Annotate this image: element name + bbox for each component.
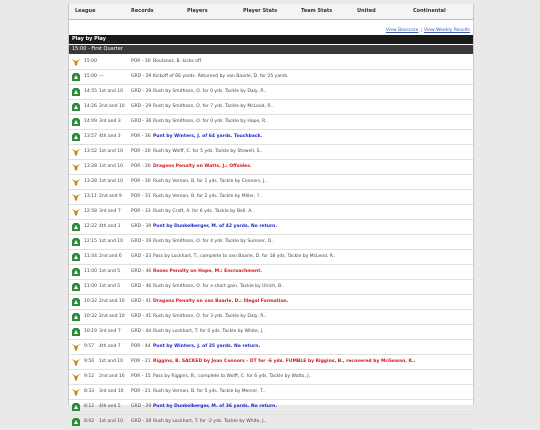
dragon-team-logo-icon	[71, 222, 81, 232]
dragon-team-logo-icon	[71, 402, 81, 412]
play-field-position: GRD - 19	[131, 239, 152, 244]
play-time: 13:11	[84, 194, 97, 199]
play-field-position: GRD - 44	[131, 329, 152, 334]
dragon-team-logo-icon	[71, 327, 81, 337]
dragon-team-logo-icon	[71, 237, 81, 247]
play-row	[69, 175, 473, 190]
nav-player-stats[interactable]: Player Stats	[243, 8, 278, 14]
play-field-position: GRD - 36	[131, 119, 152, 124]
play-time: 14:09	[84, 119, 97, 124]
view-boxscore-link[interactable]: View Boxscore	[385, 28, 419, 33]
quarter-header: 15:00 - First Quarter	[69, 45, 473, 54]
play-time: 8:02	[84, 419, 95, 424]
play-time: 14:26	[84, 104, 97, 109]
top-nav	[69, 4, 473, 20]
play-field-position: GRD - 39	[131, 224, 152, 229]
play-down-distance: 2nd and 9	[99, 194, 122, 199]
play-row	[69, 370, 473, 385]
play-description: Rush by Smithson, O. for 0 yds. Tackle by Hope, R..	[153, 119, 268, 124]
play-row	[69, 355, 473, 370]
play-row	[69, 130, 473, 145]
dragon-team-logo-icon	[71, 267, 81, 277]
play-field-position: GRD - 46	[131, 284, 152, 289]
play-description: Kickoff of 66 yards. Returned by van Baarle, D. for 25 yards.	[153, 74, 289, 79]
dragon-team-logo-icon	[71, 282, 81, 292]
play-row	[69, 265, 473, 280]
nav-continental[interactable]: Continental	[413, 8, 446, 14]
play-time: 11:00	[84, 269, 97, 274]
play-field-position: POR - 44	[131, 344, 151, 349]
play-row	[69, 340, 473, 355]
dragon-team-logo-icon	[71, 297, 81, 307]
play-time: 8:33	[84, 389, 95, 394]
play-description: Roses Penalty on Hope, M.: Encroachment.	[153, 269, 263, 274]
play-row	[69, 280, 473, 295]
play-description: Boulanez, B. kicks off.	[153, 59, 203, 64]
dragon-team-logo-icon	[71, 87, 81, 97]
longhorn-team-logo-icon	[71, 372, 81, 382]
play-time: 15:00	[84, 74, 97, 79]
dragon-team-logo-icon	[71, 72, 81, 82]
play-row	[69, 295, 473, 310]
play-time: 13:52	[84, 149, 97, 154]
play-description: Rush by Lockhart, T. for 0 yds. Tackle by White, J..	[153, 329, 265, 334]
play-down-distance: 1st and 10	[99, 419, 124, 424]
dragon-team-logo-icon	[71, 252, 81, 262]
play-description: Rush by Vernon, B. for 5 yds. Tackle by Mercer, T..	[153, 389, 266, 394]
play-field-position: POR - 20	[131, 149, 151, 154]
play-down-distance: 1st and 10	[99, 359, 124, 364]
longhorn-team-logo-icon	[71, 357, 81, 367]
play-time: 14:55	[84, 89, 97, 94]
play-description: Riggins, B. SACKED by Joan Connors - DT for -6 yds. FUMBLE by Riggins, B., recovered by McGowan, K..	[153, 359, 416, 364]
play-down-distance: 3rd and 7	[99, 209, 121, 214]
play-field-position: POR - 33	[131, 209, 151, 214]
play-time: 13:28	[84, 179, 97, 184]
play-field-position: GRD - 46	[131, 269, 152, 274]
longhorn-team-logo-icon	[71, 207, 81, 217]
nav-team-stats[interactable]: Team Stats	[301, 8, 333, 14]
play-description: Punt by Winters, J. of 35 yards. No return.	[153, 344, 261, 349]
play-time: 9:57	[84, 344, 95, 349]
play-description: Rush by Craft, A. for 6 yds. Tackle by Bell, A..	[153, 209, 255, 214]
play-down-distance: 3rd and 3	[99, 119, 121, 124]
play-time: 11:00	[84, 284, 97, 289]
longhorn-team-logo-icon	[71, 387, 81, 397]
play-description: Punt by Winters, J. of 64 yards. Touchback.	[153, 134, 263, 139]
play-description: Rush by Lockhart, T. for -2 yds. Tackle by White, J..	[153, 419, 267, 424]
nav-league[interactable]: League	[75, 8, 96, 14]
nav-players[interactable]: Players	[187, 8, 208, 14]
play-time: 12:15	[84, 239, 97, 244]
play-field-position: GRD - 29	[131, 404, 152, 409]
play-down-distance: ---	[99, 74, 104, 79]
play-field-position: POR - 36	[131, 134, 151, 139]
play-down-distance: 3rd and 10	[99, 389, 124, 394]
play-description: Punt by Dunkelberger, M. of 36 yards. No return.	[153, 404, 278, 409]
dragon-team-logo-icon	[71, 132, 81, 142]
play-down-distance: 1st and 10	[99, 239, 124, 244]
play-row	[69, 55, 473, 70]
play-field-position: POR - 31	[131, 194, 151, 199]
longhorn-team-logo-icon	[71, 177, 81, 187]
play-description: Punt by Dunkelberger, M. of 42 yards. No return.	[153, 224, 278, 229]
play-row	[69, 145, 473, 160]
view-weekly-results-link[interactable]: View Weekly Results	[423, 28, 470, 33]
play-row	[69, 310, 473, 325]
play-down-distance: 1st and 5	[99, 269, 121, 274]
play-row	[69, 160, 473, 175]
dragon-team-logo-icon	[71, 102, 81, 112]
play-description: Dragons Penalty on van Baarle, D.: Illegal Formation.	[153, 299, 289, 304]
view-links	[386, 28, 470, 33]
play-row	[69, 415, 473, 430]
play-time: 12:22	[84, 224, 97, 229]
play-field-position: POR - 30	[131, 59, 151, 64]
play-description: Rush by Vernon, B. for 1 yds. Tackle by Connors, J..	[153, 179, 268, 184]
play-row	[69, 205, 473, 220]
play-down-distance: 1st and 10	[99, 179, 124, 184]
play-description: Pass by Lockhart, T., complete to van Baarle, D. for 18 yds. Tackle by McLeod, R..	[153, 254, 336, 259]
play-time: 13:28	[84, 164, 97, 169]
play-field-position: GRD - 28	[131, 419, 152, 424]
play-description: Pass by Riggins, B., complete to Wolff, C. for 6 yds. Tackle by Watts, J..	[153, 374, 312, 379]
link-separator: |	[420, 28, 422, 33]
play-by-play-header: Play by Play	[69, 35, 473, 44]
play-time: 9:50	[84, 359, 95, 364]
play-down-distance: 1st and 10	[99, 89, 124, 94]
play-row	[69, 400, 473, 415]
dragon-team-logo-icon	[71, 417, 81, 427]
nav-united[interactable]: United	[357, 8, 376, 14]
play-down-distance: 4th and 7	[99, 344, 121, 349]
play-field-position: GRD - 29	[131, 89, 152, 94]
play-field-position: GRD - 23	[131, 254, 152, 259]
play-down-distance: 1st and 10	[99, 149, 124, 154]
play-time: 9:12	[84, 374, 95, 379]
play-time: 10:32	[84, 314, 97, 319]
play-down-distance: 2nd and 16	[99, 374, 125, 379]
longhorn-team-logo-icon	[71, 57, 81, 67]
play-field-position: GRD - 41	[131, 314, 152, 319]
play-time: 11:44	[84, 254, 97, 259]
play-field-position: POR - 21	[131, 389, 151, 394]
play-field-position: POR - 30	[131, 179, 151, 184]
play-time: 8:12	[84, 404, 95, 409]
play-down-distance: 3rd and 7	[99, 329, 121, 334]
play-field-position: POR - 21	[131, 359, 151, 364]
nav-records[interactable]: Records	[131, 8, 154, 14]
play-description: Rush by Smithson, O. for 0 yds. Tackle by Daly, R..	[153, 89, 267, 94]
play-row	[69, 115, 473, 130]
longhorn-team-logo-icon	[71, 147, 81, 157]
play-field-position: POR - 30	[131, 164, 151, 169]
play-description: Rush by Smithson, O. for 7 yds. Tackle by McLeod, R..	[153, 104, 274, 109]
play-list	[69, 55, 473, 430]
play-description: Rush by Vernon, B. for 2 yds. Tackle by Miller, ?..	[153, 194, 263, 199]
play-down-distance: 1st and 5	[99, 284, 121, 289]
play-time: 10:32	[84, 299, 97, 304]
play-down-distance: 4th and 1	[99, 224, 121, 229]
play-row	[69, 220, 473, 235]
play-row	[69, 325, 473, 340]
play-field-position: GRD - 29	[131, 104, 152, 109]
dragon-team-logo-icon	[71, 117, 81, 127]
play-description: Dragons Penalty on Watts, J.: Offsides.	[153, 164, 252, 169]
play-time: 13:57	[84, 134, 97, 139]
play-field-position: GRD - 29	[131, 74, 152, 79]
play-row	[69, 235, 473, 250]
play-description: Rush by Wolff, C. for 5 yds. Tackle by Stowell, S..	[153, 149, 263, 154]
play-row	[69, 70, 473, 85]
dragon-team-logo-icon	[71, 312, 81, 322]
play-field-position: GRD - 41	[131, 299, 152, 304]
play-row	[69, 190, 473, 205]
page-container	[68, 4, 474, 424]
play-row	[69, 85, 473, 100]
play-description: Rush by Smithson, O. for a short gain. Tackle by Ulrich, B..	[153, 284, 284, 289]
play-time: 15:00	[84, 59, 97, 64]
longhorn-team-logo-icon	[71, 192, 81, 202]
play-time: 10:19	[84, 329, 97, 334]
play-description: Rush by Smithson, O. for 3 yds. Tackle by Daly, R..	[153, 314, 267, 319]
play-down-distance: 2nd and 10	[99, 104, 125, 109]
play-down-distance: 2nd and 10	[99, 314, 125, 319]
play-down-distance: 1st and 10	[99, 164, 124, 169]
longhorn-team-logo-icon	[71, 342, 81, 352]
play-field-position: POR - 15	[131, 374, 151, 379]
play-row	[69, 100, 473, 115]
play-row	[69, 385, 473, 400]
play-description: Rush by Smithson, O. for 4 yds. Tackle by Sumner, D..	[153, 239, 275, 244]
play-row	[69, 250, 473, 265]
play-down-distance: 2nd and 10	[99, 299, 125, 304]
play-down-distance: 4th and 3	[99, 134, 121, 139]
play-down-distance: 2nd and 6	[99, 254, 122, 259]
play-down-distance: 4th and 5	[99, 404, 121, 409]
play-time: 12:58	[84, 209, 97, 214]
longhorn-team-logo-icon	[71, 162, 81, 172]
